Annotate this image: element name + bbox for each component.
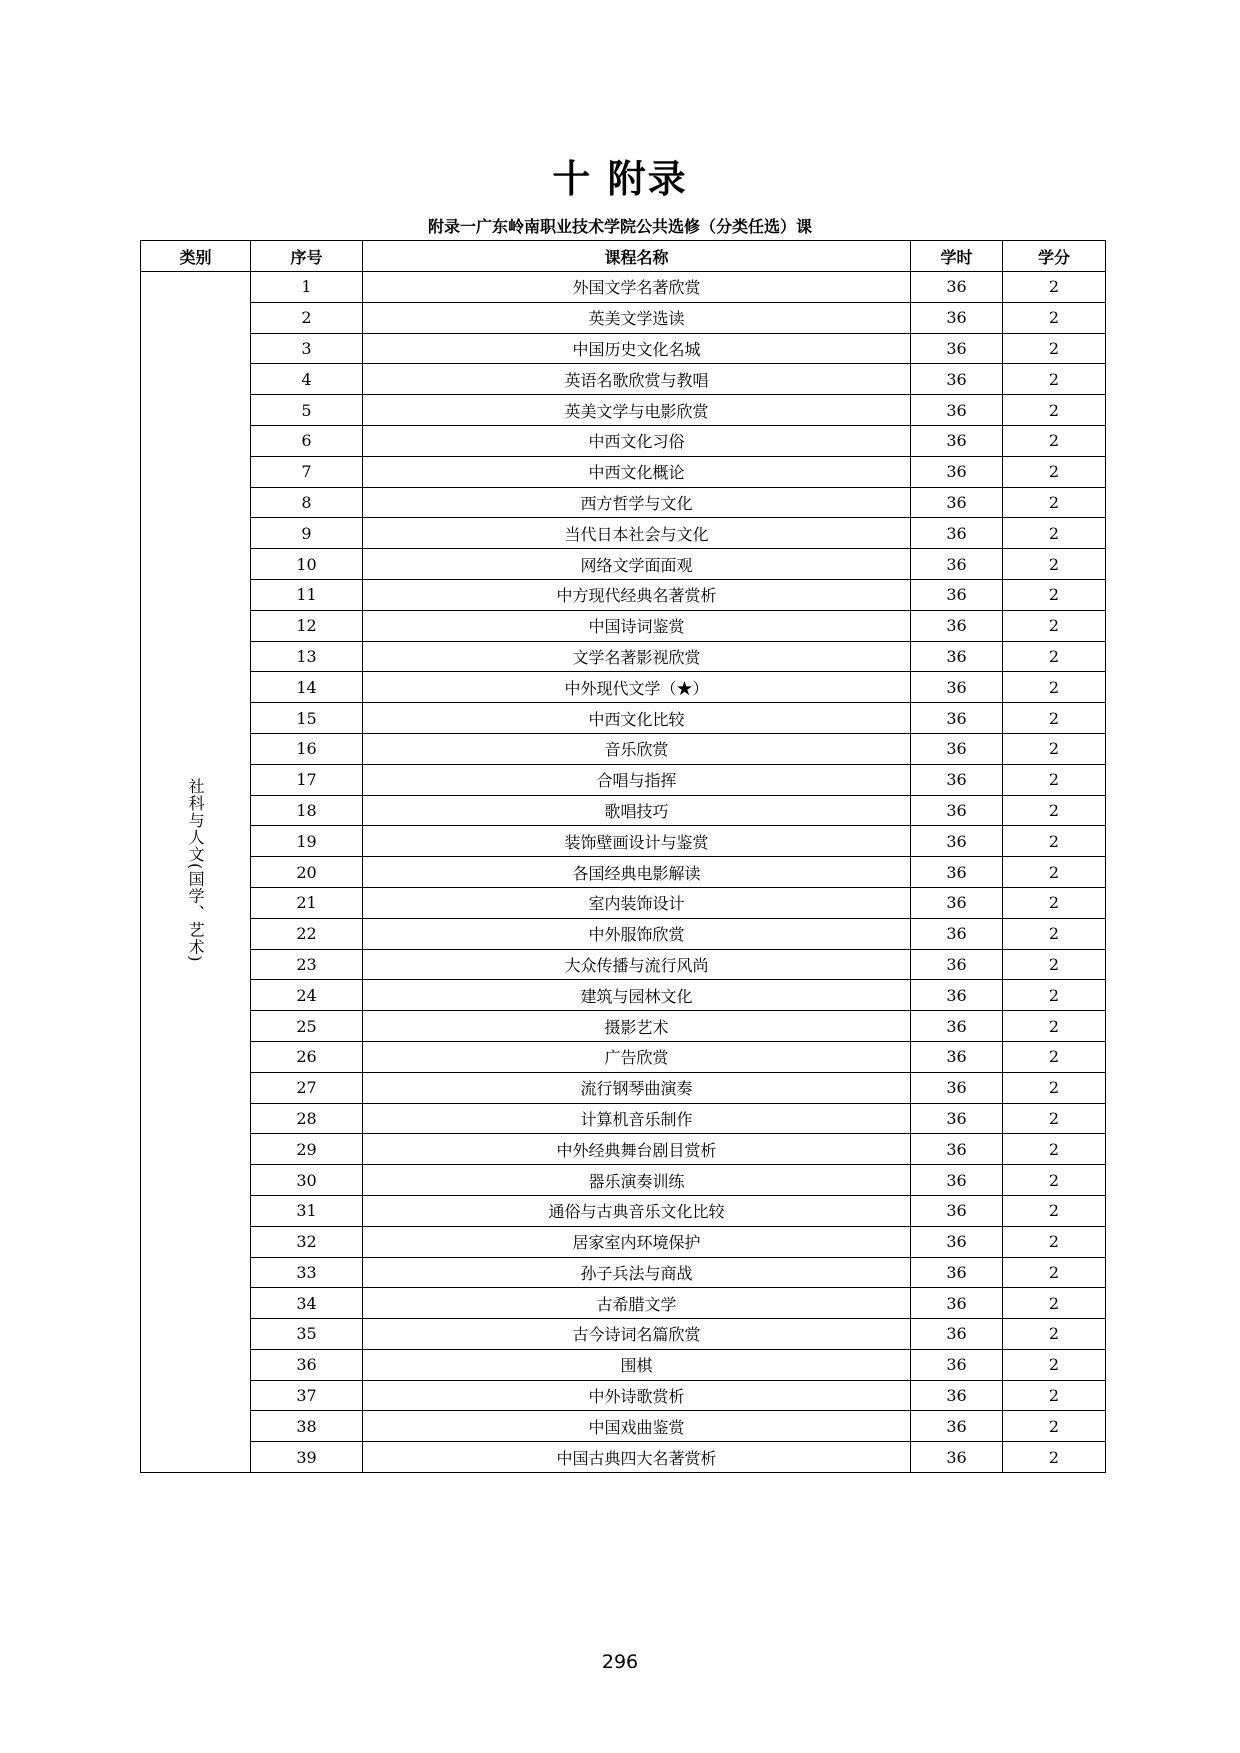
course-hours: 36 <box>911 579 1003 610</box>
course-credits: 2 <box>1003 1442 1106 1473</box>
row-number: 8 <box>251 487 363 518</box>
course-hours: 36 <box>911 518 1003 549</box>
course-name: 英美文学与电影欣赏 <box>363 395 911 426</box>
table-row <box>141 1288 1106 1319</box>
course-name: 中外现代文学（★） <box>363 672 911 703</box>
course-hours: 36 <box>911 826 1003 857</box>
course-name: 中方现代经典名著赏析 <box>363 579 911 610</box>
course-hours: 36 <box>911 333 1003 364</box>
course-credits: 2 <box>1003 1103 1106 1134</box>
row-number: 23 <box>251 949 363 980</box>
table-row <box>141 487 1106 518</box>
header-number: 序号 <box>251 241 363 272</box>
course-hours: 36 <box>911 887 1003 918</box>
table-row <box>141 826 1106 857</box>
course-credits: 2 <box>1003 949 1106 980</box>
row-number: 18 <box>251 795 363 826</box>
course-name: 围棋 <box>363 1349 911 1380</box>
table-row <box>141 1319 1106 1350</box>
table-row <box>141 610 1106 641</box>
table-row <box>141 1442 1106 1473</box>
course-hours: 36 <box>911 1195 1003 1226</box>
course-hours: 36 <box>911 764 1003 795</box>
table-row <box>141 272 1106 303</box>
course-name: 网络文学面面观 <box>363 549 911 580</box>
course-hours: 36 <box>911 272 1003 303</box>
table-row <box>141 672 1106 703</box>
table-row <box>141 1011 1106 1042</box>
course-credits: 2 <box>1003 610 1106 641</box>
course-name: 通俗与古典音乐文化比较 <box>363 1195 911 1226</box>
row-number: 24 <box>251 980 363 1011</box>
course-hours: 36 <box>911 1041 1003 1072</box>
course-name: 合唱与指挥 <box>363 764 911 795</box>
course-credits: 2 <box>1003 272 1106 303</box>
table-row <box>141 395 1106 426</box>
course-credits: 2 <box>1003 980 1106 1011</box>
course-hours: 36 <box>911 302 1003 333</box>
table-row <box>141 1072 1106 1103</box>
course-name: 古今诗词名篇欣赏 <box>363 1319 911 1350</box>
header-hours: 学时 <box>911 241 1003 272</box>
row-number: 15 <box>251 703 363 734</box>
course-name: 外国文学名著欣赏 <box>363 272 911 303</box>
row-number: 5 <box>251 395 363 426</box>
header-course-name: 课程名称 <box>363 241 911 272</box>
course-hours: 36 <box>911 857 1003 888</box>
table-row <box>141 980 1106 1011</box>
course-hours: 36 <box>911 1349 1003 1380</box>
course-name: 中西文化习俗 <box>363 425 911 456</box>
course-credits: 2 <box>1003 733 1106 764</box>
course-hours: 36 <box>911 980 1003 1011</box>
course-name: 摄影艺术 <box>363 1011 911 1042</box>
row-number: 26 <box>251 1041 363 1072</box>
course-name: 室内装饰设计 <box>363 887 911 918</box>
row-number: 11 <box>251 579 363 610</box>
table-row <box>141 1041 1106 1072</box>
course-hours: 36 <box>911 795 1003 826</box>
row-number: 3 <box>251 333 363 364</box>
course-credits: 2 <box>1003 1257 1106 1288</box>
course-credits: 2 <box>1003 333 1106 364</box>
course-name: 中国戏曲鉴赏 <box>363 1411 911 1442</box>
course-credits: 2 <box>1003 1411 1106 1442</box>
table-row <box>141 302 1106 333</box>
course-name: 器乐演奏训练 <box>363 1165 911 1196</box>
table-row <box>141 1380 1106 1411</box>
course-credits: 2 <box>1003 1319 1106 1350</box>
course-name: 中国诗词鉴赏 <box>363 610 911 641</box>
course-hours: 36 <box>911 456 1003 487</box>
page-heading: 十 附录 <box>552 157 688 201</box>
course-credits: 2 <box>1003 1011 1106 1042</box>
table-row <box>141 1226 1106 1257</box>
course-credits: 2 <box>1003 1195 1106 1226</box>
course-name: 中西文化概论 <box>363 456 911 487</box>
course-hours: 36 <box>911 918 1003 949</box>
row-number: 34 <box>251 1288 363 1319</box>
course-hours: 36 <box>911 425 1003 456</box>
row-number: 9 <box>251 518 363 549</box>
table-row <box>141 518 1106 549</box>
course-credits: 2 <box>1003 703 1106 734</box>
course-name: 大众传播与流行风尚 <box>363 949 911 980</box>
course-name: 中西文化比较 <box>363 703 911 734</box>
course-name: 中国历史文化名城 <box>363 333 911 364</box>
course-hours: 36 <box>911 1134 1003 1165</box>
table-row <box>141 887 1106 918</box>
course-name: 当代日本社会与文化 <box>363 518 911 549</box>
row-number: 27 <box>251 1072 363 1103</box>
course-credits: 2 <box>1003 795 1106 826</box>
course-hours: 36 <box>911 1226 1003 1257</box>
row-number: 36 <box>251 1349 363 1380</box>
course-name: 古希腊文学 <box>363 1288 911 1319</box>
course-name: 居家室内环境保护 <box>363 1226 911 1257</box>
course-name: 中国古典四大名著赏析 <box>363 1442 911 1473</box>
course-credits: 2 <box>1003 1134 1106 1165</box>
row-number: 32 <box>251 1226 363 1257</box>
course-name: 英语名歌欣赏与教唱 <box>363 364 911 395</box>
row-number: 2 <box>251 302 363 333</box>
course-name: 西方哲学与文化 <box>363 487 911 518</box>
table-row <box>141 1411 1106 1442</box>
row-number: 21 <box>251 887 363 918</box>
table-caption: 附录一广东岭南职业技术学院公共选修（分类任选）课 <box>427 217 812 236</box>
course-hours: 36 <box>911 364 1003 395</box>
course-name: 装饰壁画设计与鉴赏 <box>363 826 911 857</box>
course-hours: 36 <box>911 1103 1003 1134</box>
row-number: 16 <box>251 733 363 764</box>
course-credits: 2 <box>1003 487 1106 518</box>
row-number: 38 <box>251 1411 363 1442</box>
table-row <box>141 949 1106 980</box>
course-credits: 2 <box>1003 518 1106 549</box>
header-category: 类别 <box>141 241 251 272</box>
course-credits: 2 <box>1003 672 1106 703</box>
row-number: 6 <box>251 425 363 456</box>
course-credits: 2 <box>1003 1041 1106 1072</box>
course-name: 流行钢琴曲演奏 <box>363 1072 911 1103</box>
course-credits: 2 <box>1003 425 1106 456</box>
table-row <box>141 1165 1106 1196</box>
table-row <box>141 456 1106 487</box>
category-cell <box>141 272 251 1473</box>
row-number: 1 <box>251 272 363 303</box>
course-hours: 36 <box>911 641 1003 672</box>
course-hours: 36 <box>911 949 1003 980</box>
row-number: 17 <box>251 764 363 795</box>
course-hours: 36 <box>911 1288 1003 1319</box>
row-number: 12 <box>251 610 363 641</box>
course-hours: 36 <box>911 549 1003 580</box>
course-name: 中外服饰欣赏 <box>363 918 911 949</box>
course-name: 各国经典电影解读 <box>363 857 911 888</box>
table-row <box>141 733 1106 764</box>
course-hours: 36 <box>911 1257 1003 1288</box>
table-row <box>141 549 1106 580</box>
course-credits: 2 <box>1003 1349 1106 1380</box>
course-credits: 2 <box>1003 1288 1106 1319</box>
table-body <box>141 272 1106 1473</box>
row-number: 25 <box>251 1011 363 1042</box>
course-credits: 2 <box>1003 1072 1106 1103</box>
course-hours: 36 <box>911 672 1003 703</box>
course-credits: 2 <box>1003 764 1106 795</box>
row-number: 13 <box>251 641 363 672</box>
course-name: 音乐欣赏 <box>363 733 911 764</box>
course-credits: 2 <box>1003 1380 1106 1411</box>
table-row <box>141 1349 1106 1380</box>
course-name: 歌唱技巧 <box>363 795 911 826</box>
course-hours: 36 <box>911 1442 1003 1473</box>
course-credits: 2 <box>1003 456 1106 487</box>
row-number: 37 <box>251 1380 363 1411</box>
course-hours: 36 <box>911 610 1003 641</box>
row-number: 30 <box>251 1165 363 1196</box>
course-name: 广告欣赏 <box>363 1041 911 1072</box>
table-row <box>141 1195 1106 1226</box>
course-hours: 36 <box>911 395 1003 426</box>
table-row <box>141 795 1106 826</box>
course-hours: 36 <box>911 733 1003 764</box>
course-credits: 2 <box>1003 549 1106 580</box>
header-credits: 学分 <box>1003 241 1106 272</box>
page-number: 296 <box>601 1651 639 1673</box>
course-credits: 2 <box>1003 395 1106 426</box>
course-hours: 36 <box>911 1319 1003 1350</box>
table-row <box>141 918 1106 949</box>
row-number: 22 <box>251 918 363 949</box>
course-credits: 2 <box>1003 641 1106 672</box>
course-name: 计算机音乐制作 <box>363 1103 911 1134</box>
elective-course-table <box>140 240 1106 1473</box>
row-number: 39 <box>251 1442 363 1473</box>
table-row <box>141 364 1106 395</box>
course-credits: 2 <box>1003 887 1106 918</box>
course-credits: 2 <box>1003 302 1106 333</box>
row-number: 19 <box>251 826 363 857</box>
table-row <box>141 1257 1106 1288</box>
row-number: 10 <box>251 549 363 580</box>
course-hours: 36 <box>911 1165 1003 1196</box>
table-header-row <box>141 241 1106 272</box>
course-name: 建筑与园林文化 <box>363 980 911 1011</box>
table-row <box>141 1103 1106 1134</box>
course-hours: 36 <box>911 1011 1003 1042</box>
course-credits: 2 <box>1003 918 1106 949</box>
course-credits: 2 <box>1003 857 1106 888</box>
course-credits: 2 <box>1003 826 1106 857</box>
course-hours: 36 <box>911 1411 1003 1442</box>
table-row <box>141 703 1106 734</box>
table-row <box>141 641 1106 672</box>
course-name: 中外经典舞台剧目赏析 <box>363 1134 911 1165</box>
row-number: 29 <box>251 1134 363 1165</box>
table-row <box>141 579 1106 610</box>
course-name: 孙子兵法与商战 <box>363 1257 911 1288</box>
course-name: 文学名著影视欣赏 <box>363 641 911 672</box>
course-hours: 36 <box>911 1380 1003 1411</box>
course-credits: 2 <box>1003 579 1106 610</box>
course-credits: 2 <box>1003 1165 1106 1196</box>
row-number: 33 <box>251 1257 363 1288</box>
table-row <box>141 764 1106 795</box>
table-row <box>141 1134 1106 1165</box>
row-number: 28 <box>251 1103 363 1134</box>
row-number: 35 <box>251 1319 363 1350</box>
table-row <box>141 333 1106 364</box>
category-label: 社科与人文(国学、艺术) <box>186 777 206 963</box>
course-credits: 2 <box>1003 1226 1106 1257</box>
table-row <box>141 857 1106 888</box>
course-hours: 36 <box>911 487 1003 518</box>
course-name: 中外诗歌赏析 <box>363 1380 911 1411</box>
row-number: 20 <box>251 857 363 888</box>
row-number: 31 <box>251 1195 363 1226</box>
row-number: 14 <box>251 672 363 703</box>
course-hours: 36 <box>911 1072 1003 1103</box>
course-credits: 2 <box>1003 364 1106 395</box>
course-hours: 36 <box>911 703 1003 734</box>
course-name: 英美文学选读 <box>363 302 911 333</box>
table-row <box>141 425 1106 456</box>
row-number: 4 <box>251 364 363 395</box>
row-number: 7 <box>251 456 363 487</box>
